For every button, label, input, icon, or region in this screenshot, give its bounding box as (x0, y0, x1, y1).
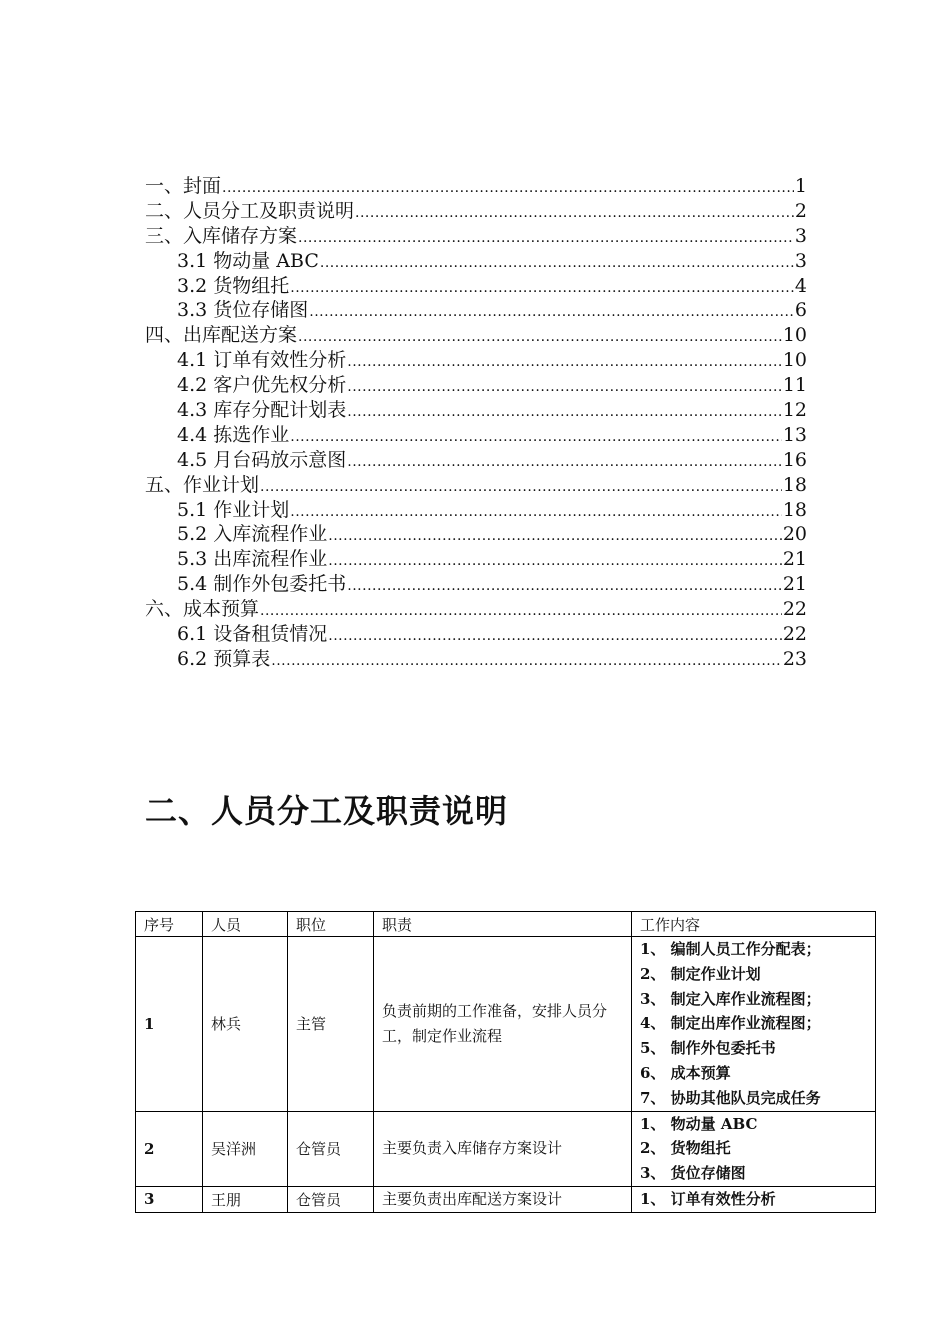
toc-leader-dots (347, 350, 782, 375)
table-row (136, 937, 876, 1112)
toc-entry[interactable] (145, 597, 807, 622)
work-item: 7、 协助其他队员完成任务 (640, 1088, 821, 1107)
toc-entry-title: 二、人员分工及职责说明 (145, 199, 355, 222)
toc-entry-title: 四、出库配送方案 (145, 324, 298, 347)
toc-leader-dots (347, 375, 782, 400)
work-item: 1、 物动量 ABC (640, 1114, 758, 1133)
cell-seq: 2 (136, 1111, 203, 1186)
header-person: 人员 (203, 912, 288, 937)
cell-duty: 主要负责入库储存方案设计 (374, 1111, 632, 1186)
toc-leader-dots (328, 524, 782, 549)
toc-entry-title: 3.1 物动量 ABC (177, 249, 319, 272)
toc-leader-dots (290, 500, 782, 525)
cell-work (632, 937, 876, 1112)
work-item: 2、 制定作业计划 (640, 964, 761, 983)
toc-entry-page: 20 (782, 523, 807, 546)
header-position: 职位 (288, 912, 374, 937)
toc-entry[interactable] (145, 448, 807, 473)
toc-leader-dots (290, 425, 782, 450)
toc-entry-page: 23 (782, 647, 807, 670)
toc-entry[interactable] (145, 298, 807, 323)
cell-duty: 负责前期的工作准备，安排人员分工，制定作业流程 (374, 937, 632, 1112)
toc-entry-title: 4.5 月台码放示意图 (177, 448, 347, 471)
toc-entry-title: 五、作业计划 (145, 473, 260, 496)
work-item: 1、 订单有效性分析 (640, 1190, 776, 1209)
toc-entry[interactable] (145, 398, 807, 423)
toc-entry-page: 22 (782, 598, 807, 621)
table-row (136, 1186, 876, 1212)
table-of-contents (145, 174, 807, 672)
toc-entry[interactable] (145, 572, 807, 597)
cell-position: 仓管员 (288, 1111, 374, 1186)
toc-leader-dots (309, 300, 794, 325)
cell-seq: 1 (136, 937, 203, 1112)
toc-leader-dots (298, 226, 794, 251)
work-item: 5、 制作外包委托书 (640, 1039, 776, 1058)
toc-entry-page: 3 (794, 224, 807, 247)
toc-leader-dots (347, 400, 782, 425)
table-header-row (136, 912, 876, 937)
toc-entry[interactable] (145, 249, 807, 274)
toc-entry[interactable] (145, 274, 807, 299)
toc-entry-page: 1 (794, 175, 807, 197)
toc-entry-title: 5.1 作业计划 (177, 498, 290, 521)
toc-entry-title: 三、入库储存方案 (145, 224, 298, 247)
cell-duty: 主要负责出库配送方案设计 (374, 1186, 632, 1212)
work-item: 3、 货位存储图 (640, 1164, 746, 1183)
toc-entry-page: 18 (782, 498, 807, 521)
toc-entry[interactable] (145, 473, 807, 498)
cell-person: 吴洋洲 (203, 1111, 288, 1186)
work-item: 1、 编制人员工作分配表； (640, 940, 821, 958)
work-item: 6、 成本预算 (640, 1063, 731, 1082)
toc-entry-page: 10 (782, 324, 807, 347)
toc-leader-dots (298, 325, 782, 350)
cell-seq: 3 (136, 1186, 203, 1212)
toc-entry-title: 6.2 预算表 (177, 647, 271, 670)
toc-entry[interactable] (145, 224, 807, 249)
toc-entry-title: 4.1 订单有效性分析 (177, 349, 347, 372)
toc-entry-page: 21 (782, 548, 807, 571)
toc-leader-dots (222, 176, 794, 201)
toc-leader-dots (290, 276, 794, 301)
toc-entry[interactable] (145, 373, 807, 398)
toc-entry-page: 3 (794, 249, 807, 272)
toc-leader-dots (355, 201, 794, 226)
toc-leader-dots (271, 649, 782, 674)
toc-entry-page: 13 (782, 423, 807, 446)
toc-entry-title: 4.2 客户优先权分析 (177, 374, 347, 397)
header-seq: 序号 (136, 912, 203, 937)
toc-entry-page: 22 (782, 623, 807, 646)
toc-entry-page: 16 (782, 448, 807, 471)
toc-entry[interactable] (145, 423, 807, 448)
toc-entry-title: 4.4 拣选作业 (177, 423, 290, 446)
toc-entry-title: 六、成本预算 (145, 598, 260, 621)
cell-work (632, 1186, 876, 1212)
table-body (136, 937, 876, 1213)
toc-entry-page: 6 (794, 299, 807, 322)
toc-entry-page: 18 (782, 473, 807, 496)
work-list (640, 1187, 867, 1212)
header-duty: 职责 (374, 912, 632, 937)
work-item: 2、 货物组托 (640, 1139, 731, 1158)
toc-leader-dots (260, 599, 782, 624)
toc-entry-title: 5.4 制作外包委托书 (177, 573, 347, 596)
toc-entry-page: 12 (782, 399, 807, 422)
staff-duty-table (135, 911, 876, 1213)
cell-position: 主管 (288, 937, 374, 1112)
toc-leader-dots (347, 574, 782, 599)
header-work: 工作内容 (632, 912, 876, 937)
toc-entry-page: 2 (794, 199, 807, 222)
toc-leader-dots (328, 549, 782, 574)
toc-entry[interactable] (145, 622, 807, 647)
toc-entry[interactable] (145, 547, 807, 572)
toc-entry[interactable] (145, 647, 807, 672)
toc-entry-title: 5.2 入库流程作业 (177, 523, 328, 546)
toc-entry[interactable] (145, 199, 807, 224)
toc-entry[interactable] (145, 498, 807, 523)
toc-entry-page: 21 (782, 573, 807, 596)
work-item: 3、 制定入库作业流程图； (640, 989, 821, 1008)
work-item: 4、 制定出库作业流程图； (640, 1014, 821, 1033)
toc-entry-page: 11 (782, 374, 807, 397)
toc-entry-title: 3.3 货位存储图 (177, 299, 309, 322)
toc-entry-title: 4.3 库存分配计划表 (177, 399, 347, 422)
cell-person: 林兵 (203, 937, 288, 1112)
toc-entry-title: 一、封面 (145, 175, 222, 197)
toc-entry-page: 10 (782, 349, 807, 372)
toc-entry[interactable] (145, 348, 807, 373)
toc-entry[interactable] (145, 522, 807, 547)
toc-entry[interactable] (145, 323, 807, 348)
toc-entry-title: 5.3 出库流程作业 (177, 548, 328, 571)
cell-work (632, 1111, 876, 1186)
toc-leader-dots (328, 624, 782, 649)
work-list (640, 1112, 867, 1186)
section-heading: 二、人员分工及职责说明 (145, 792, 509, 830)
toc-entry[interactable] (145, 174, 807, 199)
work-list (640, 937, 867, 1111)
table-row (136, 1111, 876, 1186)
toc-entry-title: 6.1 设备租赁情况 (177, 623, 328, 646)
toc-leader-dots (320, 251, 794, 276)
toc-leader-dots (260, 475, 782, 500)
cell-position: 仓管员 (288, 1186, 374, 1212)
toc-entry-title: 3.2 货物组托 (177, 274, 290, 297)
toc-leader-dots (347, 450, 782, 475)
cell-person: 王朋 (203, 1186, 288, 1212)
toc-entry-page: 4 (794, 274, 807, 297)
